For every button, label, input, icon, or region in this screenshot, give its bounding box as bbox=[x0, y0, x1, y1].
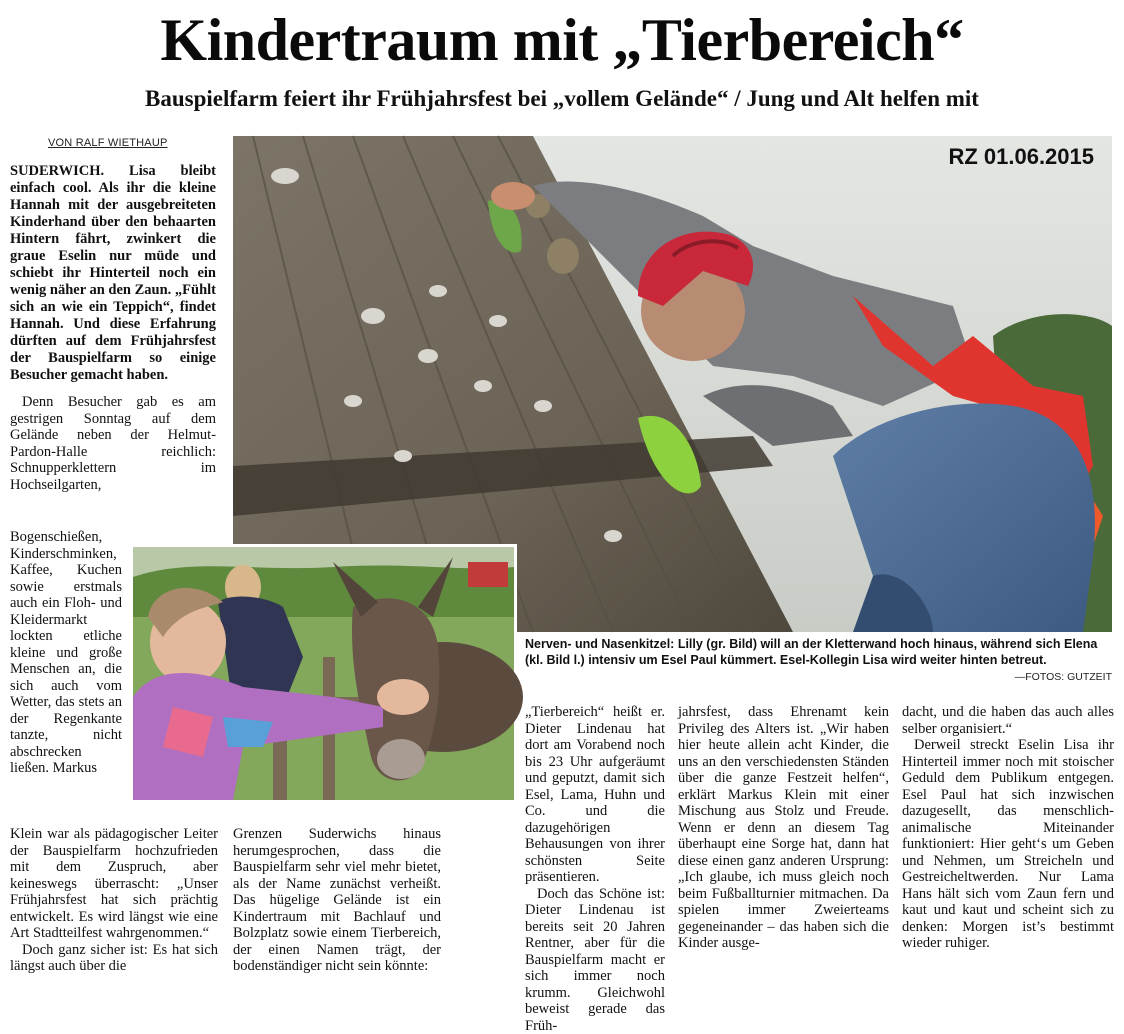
column-5 bbox=[902, 704, 1114, 952]
paragraph-2-bottom: Klein war als pädagogischer Leiter der Bauspielfarm hochzufrieden mit dem Zuspruch, aber keineswegs überrascht: „Unser Frühjahrsfest hat sich prächtig entwickelt. Es wird längst wie eine Art Stadtteilfest wahrgenommen.“ bbox=[10, 826, 218, 942]
column-1-narrow bbox=[10, 529, 122, 777]
column-4 bbox=[678, 704, 889, 952]
column-5-paragraph-2: Derweil streckt Eselin Lisa ihr Hinterteil immer noch mit stoischer Geduld dem Publikum entgegen. Esel Paul hat sich inzwischen dazugesellt, das menschlich-animalische Miteinander funktioniert: Hier geht‘s um Geben und Nehmen, um Streicheln und Gestreicheltwerden. Nur Lama Hans hält sich vom Zaun fern und kaut und kaut und scheint sich zu denken: Morgen ist’s bestimmt wieder ruhiger. bbox=[902, 737, 1114, 952]
column-3-paragraph-2: Doch das Schöne ist: Dieter Lindenau ist bereits seit 20 Jahren Rentner, aber für die Bauspielfarm macht er sich immer noch krumm. Gleichwohl beweist gerade das Früh- bbox=[525, 886, 665, 1034]
donkey-illustration bbox=[133, 547, 514, 800]
paragraph-3: Doch ganz sicher ist: Es hat sich längst auch über die bbox=[10, 942, 218, 975]
byline: VON RALF WIETHAUP bbox=[48, 137, 168, 149]
column-3 bbox=[525, 704, 665, 1034]
donkey-photo bbox=[130, 544, 517, 803]
column-1-bottom bbox=[10, 826, 218, 975]
column-2 bbox=[233, 826, 441, 975]
photo-credit: —FOTOS: GUTZEIT bbox=[1015, 671, 1112, 683]
date-stamp: RZ 01.06.2015 bbox=[948, 144, 1094, 170]
paragraph-2-narrow: Bogenschießen, Kinderschminken, Kaffee, Kuchen sowie erstmals auch ein Floh- und Kleidermarkt lockten etliche kleine und große Menschen an, die sich auch vom Wetter, das stets an der Regenkante tanzte, nicht abschrecken ließen. Markus bbox=[10, 529, 122, 777]
column-2-paragraph: Grenzen Suderwichs hinaus herumgesprochen, dass die Bauspielfarm sehr viel mehr bietet, als der Name zunächst verheißt. Das hügelige Gelände ist ein Kindertraum mit Bachlauf und Bolzplatz sowie einem Tierbereich, der einen Namen trägt, der bodenständiger nicht sein könnte: bbox=[233, 826, 441, 975]
headline: Kindertraum mit „Tierbereich“ bbox=[0, 2, 1124, 78]
subheadline: Bauspielfarm feiert ihr Frühjahrsfest bei „vollem Gelände“ / Jung und Alt helfen mit bbox=[0, 84, 1124, 114]
column-1-top bbox=[10, 163, 216, 493]
column-4-paragraph: jahrsfest, dass Ehrenamt kein Privileg des Alters ist. „Wir haben hier heute allein acht Kinder, die uns an den verschiedensten Ständen über die ganze Festzeit helfen“, erklärt Markus Klein mit einer Mischung aus Stolz und Freude. Wenn er denn an diesem Tag überhaupt eine Sorge hat, dann hat diese einen ganz anderen Ursprung: „Ich glaube, ich muss gleich noch beim Fußballturnier mitmachen. Da spielen immer Zweierteams gegeneinander – das haben sich die Kinder ausge- bbox=[678, 704, 889, 952]
lead-paragraph: SUDERWICH. Lisa bleibt einfach cool. Als ihr die kleine Hannah mit der ausgebreiteten Kinderhand über den behaarten Hintern fährt, zwinkert die graue Eselin nur müde und schiebt ihr Hinterteil noch ein wenig näher an den Zaun. „Fühlt sich an wie ein Teppich“, findet Hannah. Und diese Erfahrung dürften auf dem Frühjahrsfest der Bauspielfarm so einige Besucher gemacht haben. bbox=[10, 163, 216, 384]
photo-caption: Nerven- und Nasenkitzel: Lilly (gr. Bild) will an der Kletterwand hoch hinaus, während sich Elena (kl. Bild l.) intensiv um Esel Paul kümmert. Esel-Kollegin Lisa wird weiter hinten betreut. bbox=[525, 636, 1113, 668]
paragraph-2-top: Denn Besucher gab es am gestrigen Sonntag auf dem Gelände neben der Helmut-Pardon-Halle reichlich: Schnupperklettern im Hochseilgarten, bbox=[10, 394, 216, 493]
column-3-paragraph-1: „Tierbereich“ heißt er. Dieter Lindenau hat dort am Vorabend noch bis 23 Uhr aufgeräumt und geputzt, damit sich Esel, Lama, Huhn und Co. und die dazugehörigen Behausungen von ihrer schönsten Seite präsentieren. bbox=[525, 704, 665, 886]
column-5-paragraph-1: dacht, und die haben das auch alles selber organisiert.“ bbox=[902, 704, 1114, 737]
